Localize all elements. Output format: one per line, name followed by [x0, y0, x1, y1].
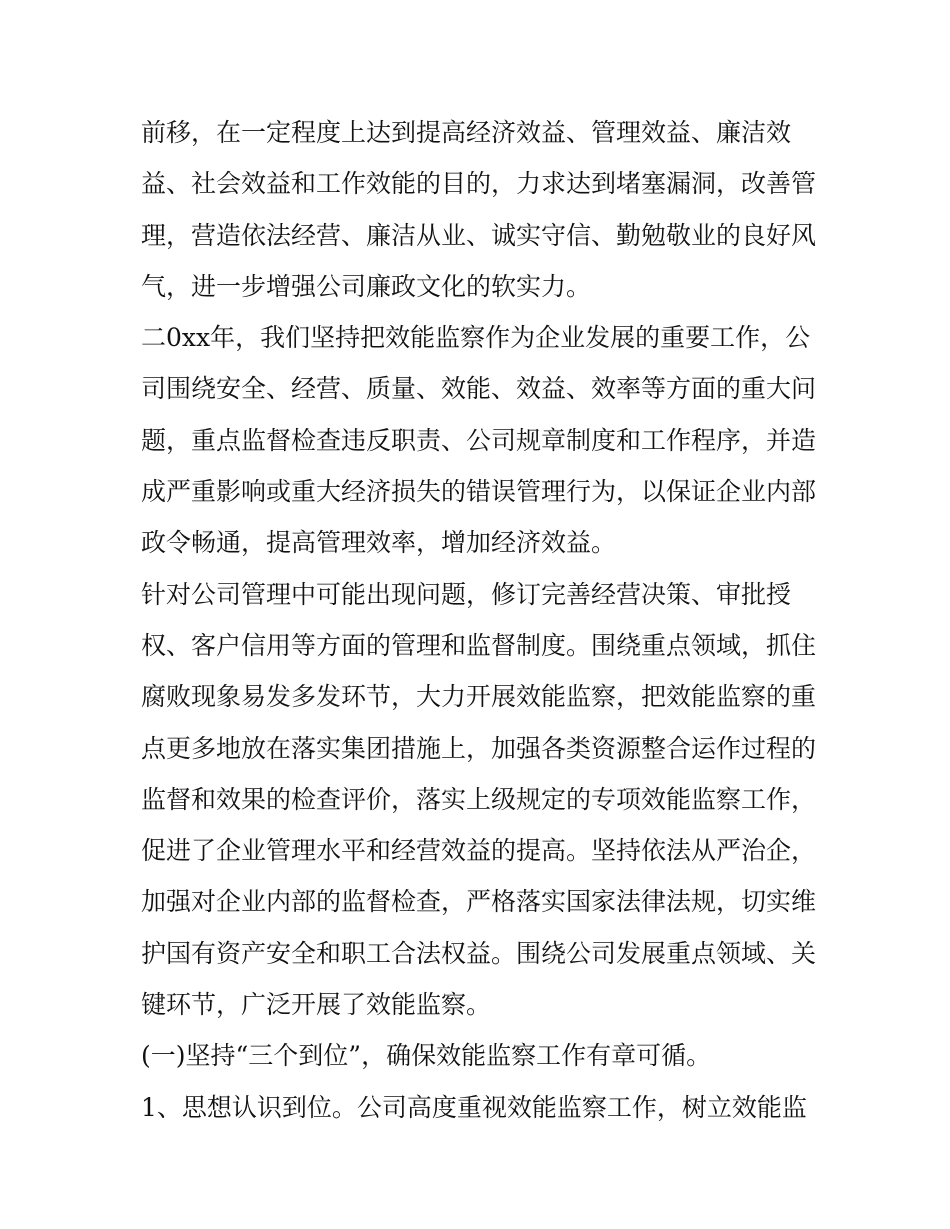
text-line: 题，重点监督检查违反职责、公司规章制度和工作程序，并造 [141, 425, 817, 455]
text-line: 促进了企业管理水平和经营效益的提高。坚持依法从严治企， [141, 836, 817, 866]
text-line: 气，进一步增强公司廉政文化的软实力。 [141, 271, 592, 301]
text-line: 益、社会效益和工作效能的目的，力求达到堵塞漏洞，改善管 [141, 169, 817, 199]
text-line: 针对公司管理中可能出现问题，修订完善经营决策、审批授 [141, 579, 792, 609]
text-line: 二0xx年，我们坚持把效能监察作为企业发展的重要工作，公 [141, 323, 811, 353]
text-line: 点更多地放在落实集团措施上，加强各类资源整合运作过程的 [141, 733, 817, 763]
text-line: 1、思想认识到位。公司高度重视效能监察工作，树立效能监 [141, 1092, 807, 1122]
text-line: 权、客户信用等方面的管理和监督制度。围绕重点领域，抓住 [141, 630, 817, 660]
text-line: 护国有资产安全和职工合法权益。围绕公司发展重点领域、关 [141, 938, 817, 968]
text-line: 键环节，广泛开展了效能监察。 [141, 990, 492, 1020]
text-line: (一)坚持“三个到位”，确保效能监察工作有章可循。 [141, 1041, 712, 1071]
text-line: 腐败现象易发多发环节，大力开展效能监察，把效能监察的重 [141, 682, 817, 712]
text-line: 理，营造依法经营、廉洁从业、诚实守信、勤勉敬业的良好风 [141, 220, 817, 250]
text-line: 成严重影响或重大经济损失的错误管理行为，以保证企业内部 [141, 477, 817, 507]
document-body [141, 107, 821, 1133]
text-line: 监督和效果的检查评价，落实上级规定的专项效能监察工作， [141, 784, 817, 814]
text-line: 司围绕安全、经营、质量、效能、效益、效率等方面的重大问 [141, 374, 817, 404]
text-line: 前移，在一定程度上达到提高经济效益、管理效益、廉洁效 [141, 118, 792, 147]
text-line: 加强对企业内部的监督检查，严格落实国家法律法规，切实维 [141, 887, 817, 917]
text-line: 政令畅通，提高管理效率，增加经济效益。 [141, 528, 617, 558]
